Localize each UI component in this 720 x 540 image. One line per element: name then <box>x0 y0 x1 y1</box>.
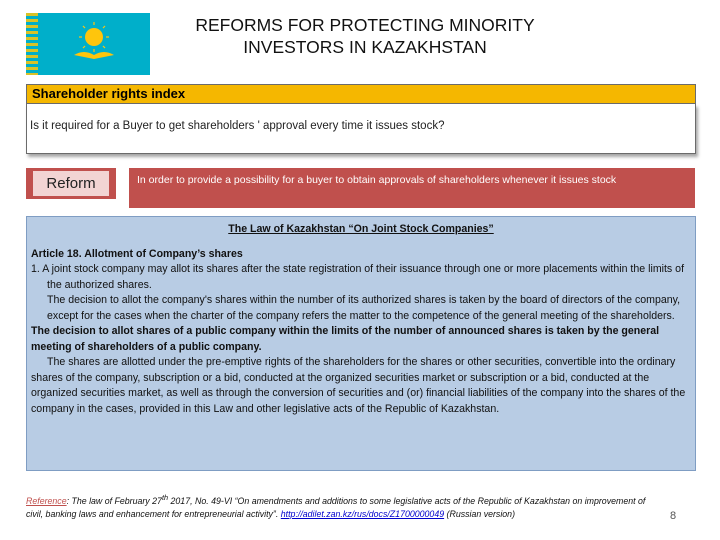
article-item-1: 1. A joint stock company may allot its shares after the state registration of their issuance through one or more placements within the limits of the authorized shares. <box>31 263 685 291</box>
reference-label: Reference <box>26 495 67 506</box>
page-title <box>165 14 565 58</box>
reference-link[interactable]: http://adilet.zan.kz/rus/docs/Z1700000049 <box>280 508 445 519</box>
title-line-1: REFORMS FOR PROTECTING MINORITY <box>195 15 535 35</box>
question-text: Is it required for a Buyer to get shareholders ' approval every time it issues stock? <box>30 120 445 132</box>
reform-badge <box>26 168 116 199</box>
index-bar: Shareholder rights index <box>26 84 696 104</box>
reference-text-start: : The law of February 27 <box>66 495 162 506</box>
reference-note <box>26 491 654 521</box>
reference-superscript: th <box>161 493 169 502</box>
question-box <box>26 104 696 154</box>
page-number: 8 <box>670 510 677 522</box>
article-paragraph-4: The shares are allotted under the pre-emptive rights of the shareholders for the shares or other securities, convertible into the ordinary shares of the company, subscription or a bid, conducted at the organized securities market or subscription or a bid, conducted at the organized securities market, as well as through the conversion of securities and (or) financial liabilities of the company into the shares of the company in the cases, provided in this Law and other legislative acts of the Republic of Kazakhstan. <box>31 356 686 415</box>
law-title: The Law of Kazakhstan “On Joint Stock Companies” <box>228 223 494 235</box>
reference-text-end: 2017, No. 49-VI “On amendments and additions to some legislative acts of the Republic of Kazakhstan on improvement of civil, banking laws and enhancement for entrepreneurial activity”. <box>26 495 646 519</box>
reform-description: In order to provide a possibility for a buyer to obtain approvals of shareholders whenever it issues stock <box>129 168 695 208</box>
article-paragraph-3: The decision to allot shares of a public company within the limits of the number of announced shares is taken by the general meeting of shareholders of a public company. <box>31 325 660 353</box>
article-paragraph-2: The decision to allot the company's shares within the number of its authorized shares is taken by the board of directors of the company, except for the cases when the charter of the company refers the matter to the competence of the general meeting of the shareholders. <box>47 294 681 322</box>
title-line-2: INVESTORS IN KAZAKHSTAN <box>243 37 487 57</box>
reference-suffix: (Russian version) <box>444 508 515 519</box>
reform-label: Reform <box>33 171 109 196</box>
article-heading: Article 18. Allotment of Company’s shares <box>31 247 243 260</box>
law-panel <box>26 216 696 471</box>
kazakhstan-flag <box>26 13 150 75</box>
sun-eagle-icon <box>26 13 150 75</box>
